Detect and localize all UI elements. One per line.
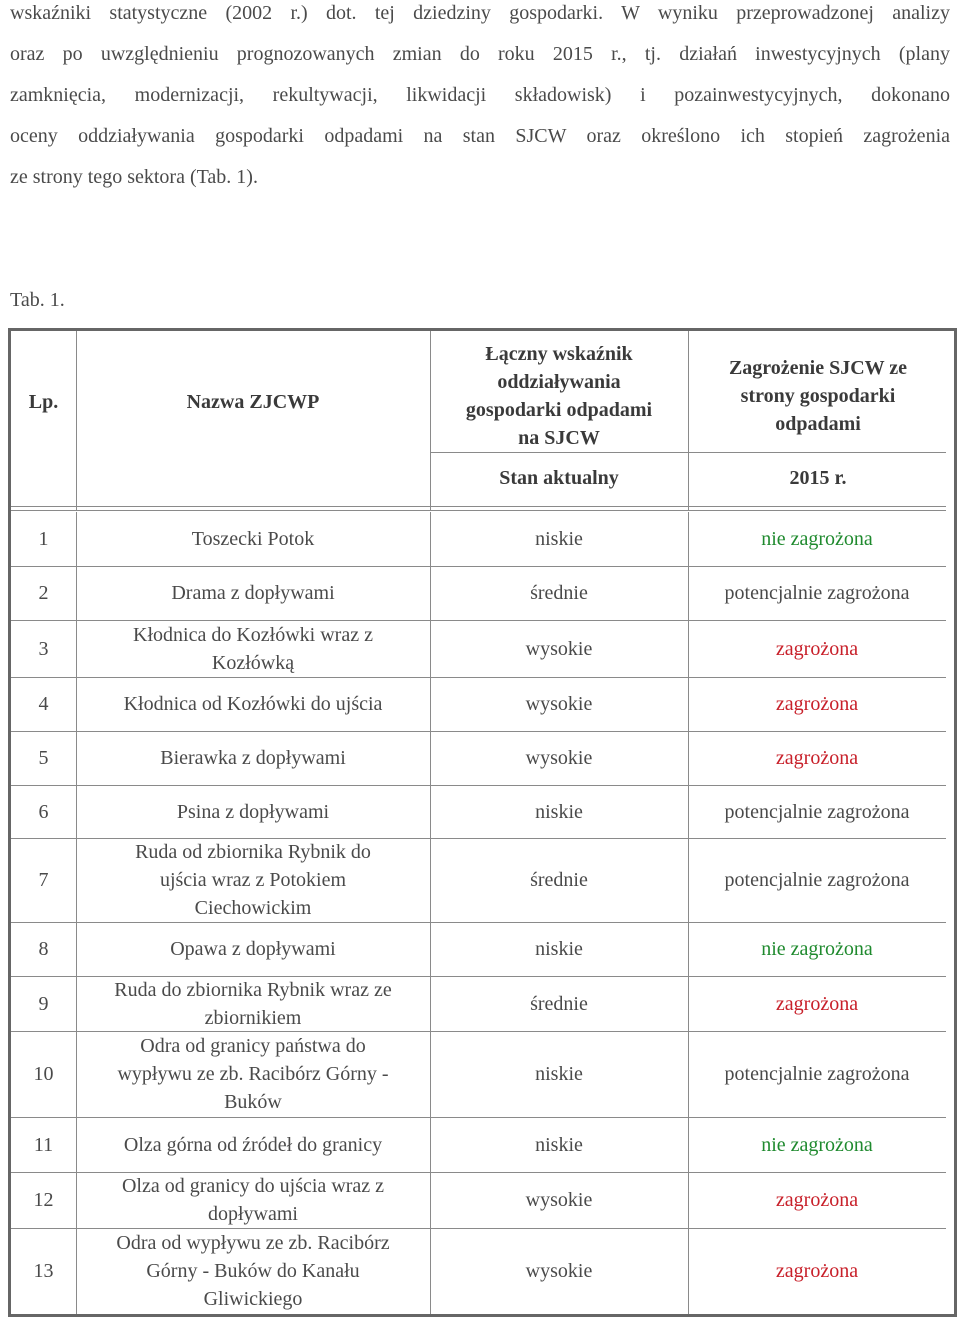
row-name-text	[160, 744, 346, 772]
header-impact-line: oddziaływania	[497, 371, 621, 393]
row-name	[76, 976, 430, 1031]
row-name-line: Olza górna od źródeł do granicy	[123, 1133, 383, 1156]
row-name-line: Ruda od zbiornika Rybnik do	[135, 841, 371, 863]
column-line	[430, 512, 431, 566]
row-name-text	[135, 838, 371, 922]
row-impact: niskie	[535, 938, 583, 960]
row-impact: średnie	[530, 869, 588, 891]
header-threat-line: Zagrożenie SJCW ze	[728, 357, 908, 379]
row-lp: 10	[33, 1063, 54, 1085]
header-name: Nazwa ZJCWP	[186, 391, 320, 413]
row-name-line: ujścia wraz z Potokiem	[159, 869, 347, 891]
row-name-line: Ciechowickim	[194, 897, 312, 919]
row-separator	[11, 1031, 946, 1032]
row-name-line: Górny - Buków do Kanału	[146, 1260, 360, 1282]
row-name-line: Kozłówką	[211, 651, 295, 674]
column-line	[688, 1117, 689, 1172]
row-name-text	[116, 1229, 389, 1313]
column-line	[430, 1117, 431, 1172]
row-name-text	[117, 1032, 388, 1116]
row-separator	[11, 731, 946, 732]
row-name-line: Odra od wypływu ze zb. Racibórz	[116, 1232, 390, 1254]
row-threat: zagrożona	[775, 992, 859, 1015]
row-threat: zagrożona	[775, 1260, 859, 1282]
header-bottom-line	[11, 510, 946, 511]
row-separator	[11, 677, 946, 678]
column-line	[688, 512, 689, 566]
row-threat: zagrożona	[775, 747, 859, 769]
row-name-line: dopływami	[207, 1203, 298, 1225]
row-threat: zagrożona	[775, 1189, 859, 1211]
header-impact-line: na SJCW	[518, 427, 600, 449]
row-lp: 12	[33, 1189, 54, 1211]
row-name-line: wypływu ze zb. Racibórz Górny -	[117, 1063, 389, 1085]
row-name-text	[124, 1131, 382, 1159]
row-lp: 4	[38, 693, 49, 715]
row-impact: niskie	[535, 1063, 583, 1085]
row-name	[76, 1172, 430, 1228]
row-name-text	[170, 935, 336, 963]
row-impact: wysokie	[525, 693, 593, 715]
row-threat: potencjalnie zagrożona	[724, 869, 910, 891]
row-impact: niskie	[535, 1133, 583, 1156]
row-name-line: Odra od granicy państwa do	[140, 1035, 366, 1057]
column-line	[688, 976, 689, 1031]
column-line	[76, 1228, 77, 1314]
row-name	[76, 620, 430, 677]
row-name-text	[122, 1172, 384, 1228]
row-name	[76, 731, 430, 785]
paragraph-line: zamknięcia, modernizacji, rekultywacji, likwidacji składowisk) i pozainwestycyjnych, dokonano	[10, 84, 950, 106]
row-name	[76, 785, 430, 838]
column-line	[688, 1031, 689, 1117]
row-lp: 2	[38, 582, 49, 604]
row-impact: wysokie	[525, 637, 593, 660]
row-lp: 3	[38, 637, 49, 660]
row-threat: zagrożona	[775, 693, 859, 715]
row-separator	[11, 620, 946, 621]
header-impact	[430, 340, 688, 452]
row-threat: nie zagrożona	[761, 938, 873, 960]
row-separator	[11, 838, 946, 839]
row-separator	[11, 976, 946, 977]
column-line	[688, 1228, 689, 1314]
column-line	[430, 1228, 431, 1314]
header-lp: Lp.	[28, 391, 59, 413]
row-name-line: Opawa z dopływami	[170, 938, 336, 960]
subheader-2015: 2015 r.	[789, 467, 847, 489]
row-name-text	[177, 798, 329, 826]
header-threat	[688, 354, 948, 438]
row-separator	[11, 1228, 946, 1229]
paragraph-line: wskaźniki statystyczne (2002 r.) dot. tej dziedziny gospodarki. W wyniku przeprowadzonej analizy	[10, 2, 950, 24]
row-name-text	[133, 621, 373, 677]
paragraph-line: oraz po uwzględnieniu prognozowanych zmian do roku 2015 r., tj. działań inwestycyjnych (plany	[10, 43, 950, 65]
column-line	[76, 976, 77, 1031]
row-lp: 11	[33, 1133, 54, 1156]
row-impact: niskie	[535, 528, 583, 550]
header-column-line	[688, 331, 689, 511]
row-name-text	[124, 690, 383, 718]
row-separator	[11, 785, 946, 786]
row-threat: potencjalnie zagrożona	[724, 1063, 910, 1085]
intro-paragraph	[10, 0, 950, 198]
column-line	[430, 922, 431, 976]
row-threat: zagrożona	[775, 637, 859, 660]
row-name-text	[192, 525, 314, 553]
column-line	[76, 785, 77, 838]
header-impact-line: gospodarki odpadami	[465, 399, 653, 421]
subheader-current: Stan aktualny	[499, 467, 619, 489]
row-name	[76, 838, 430, 922]
row-lp: 8	[38, 938, 49, 960]
row-name	[76, 566, 430, 620]
column-line	[430, 976, 431, 1031]
row-name	[76, 1031, 430, 1117]
row-threat: potencjalnie zagrożona	[724, 800, 910, 823]
row-separator	[11, 922, 946, 923]
row-impact: wysokie	[525, 1260, 593, 1282]
header-impact-line: Łączny wskaźnik	[485, 343, 633, 365]
row-threat: nie zagrożona	[761, 528, 873, 550]
row-impact: niskie	[535, 800, 583, 823]
row-name-line: Kłodnica od Kozłówki do ujścia	[123, 693, 383, 715]
row-impact: średnie	[530, 582, 588, 604]
column-line	[688, 566, 689, 620]
row-name-text	[171, 579, 334, 607]
column-line	[430, 838, 431, 922]
header-bottom-line	[11, 506, 946, 507]
row-name-text	[114, 976, 391, 1032]
row-lp: 9	[38, 992, 49, 1015]
paragraph-line: oceny oddziaływania gospodarki odpadami na stan SJCW oraz określono ich stopień zagrożenia	[10, 125, 950, 147]
row-name-line: Gliwickiego	[203, 1288, 303, 1310]
header-threat-line: strony gospodarki	[740, 385, 896, 407]
row-name-line: Ruda do zbiornika Rybnik wraz ze	[114, 978, 392, 1001]
row-name-line: Buków	[224, 1091, 282, 1113]
column-line	[688, 838, 689, 922]
header-column-line	[76, 331, 77, 511]
row-lp: 7	[38, 869, 49, 891]
column-line	[688, 1172, 689, 1228]
row-name	[76, 1228, 430, 1314]
row-threat: nie zagrożona	[761, 1133, 873, 1156]
header-column-line	[430, 331, 431, 511]
row-name-line: Olza od granicy do ujścia wraz z	[121, 1175, 385, 1197]
row-lp: 13	[33, 1260, 54, 1282]
column-line	[430, 1031, 431, 1117]
row-name	[76, 1117, 430, 1172]
row-name-line: Toszecki Potok	[191, 528, 315, 550]
column-line	[76, 1117, 77, 1172]
header-threat-line: odpadami	[775, 413, 861, 435]
column-line	[688, 922, 689, 976]
row-name-line: zbiornikiem	[204, 1006, 302, 1029]
row-impact: wysokie	[525, 1189, 593, 1211]
row-name-line: Kłodnica do Kozłówki wraz z	[133, 623, 373, 646]
column-line	[430, 731, 431, 785]
column-line	[430, 1172, 431, 1228]
row-lp: 6	[38, 800, 49, 823]
column-line	[76, 512, 77, 566]
column-line	[76, 922, 77, 976]
column-line	[430, 677, 431, 731]
column-line	[688, 731, 689, 785]
column-line	[76, 620, 77, 677]
column-line	[688, 677, 689, 731]
row-name	[76, 922, 430, 976]
column-line	[430, 566, 431, 620]
row-impact: średnie	[530, 992, 588, 1015]
row-name-line: Drama z dopływami	[171, 582, 335, 604]
row-name-line: Psina z dopływami	[176, 800, 330, 823]
column-line	[430, 620, 431, 677]
row-impact: wysokie	[525, 747, 593, 769]
column-line	[76, 838, 77, 922]
column-line	[688, 785, 689, 838]
column-line	[76, 566, 77, 620]
column-line	[76, 1172, 77, 1228]
column-line	[76, 1031, 77, 1117]
paragraph-line: ze strony tego sektora (Tab. 1).	[10, 166, 258, 188]
column-line	[76, 677, 77, 731]
column-line	[688, 620, 689, 677]
row-separator	[11, 566, 946, 567]
row-lp: 1	[38, 528, 49, 550]
column-line	[76, 731, 77, 785]
row-name	[76, 677, 430, 731]
row-name	[76, 512, 430, 566]
row-name-line: Bierawka z dopływami	[160, 747, 346, 769]
row-threat: potencjalnie zagrożona	[724, 582, 910, 604]
table-caption: Tab. 1.	[10, 289, 65, 311]
row-separator	[11, 1172, 946, 1173]
row-separator	[11, 1117, 946, 1118]
row-lp: 5	[38, 747, 49, 769]
column-line	[430, 785, 431, 838]
